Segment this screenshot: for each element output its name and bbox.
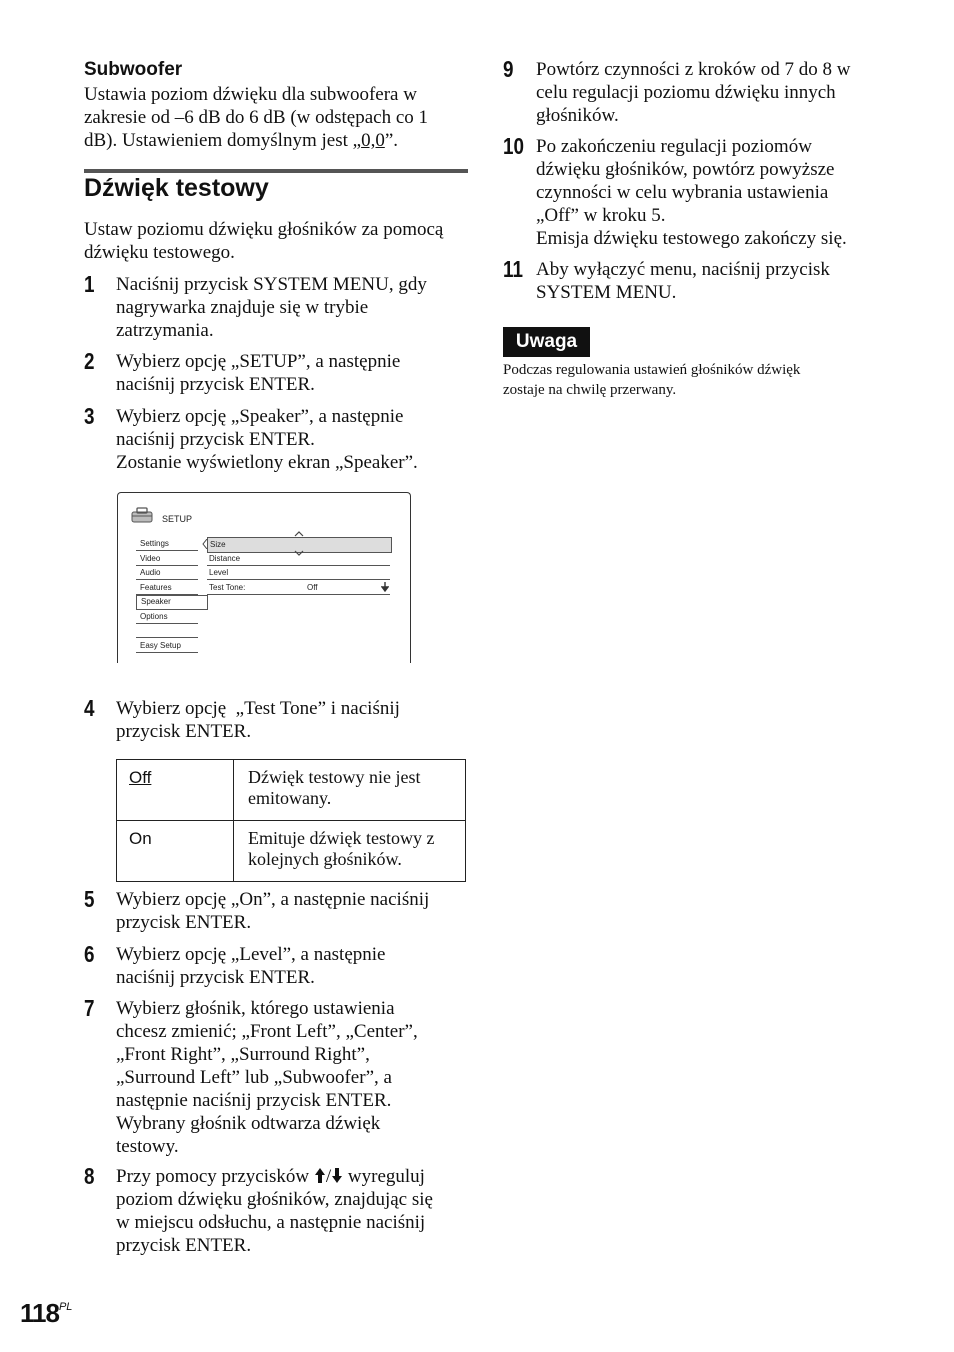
down-arrow-icon [331, 1167, 343, 1184]
submenu-size-selected[interactable]: Size [207, 537, 392, 553]
submenu-distance[interactable]: Distance [209, 554, 241, 563]
menu-easy-setup[interactable]: Easy Setup [140, 641, 181, 650]
section-intro: Ustaw poziomu dźwięku głośników za pomocą dźwięku testowego. [84, 219, 444, 263]
note-text: Podczas regulowania ustawień głośników dźwięk zostaje na chwilę przerwany. [503, 362, 801, 398]
up-arrow-icon [314, 1167, 326, 1184]
page-number: $118^{PL}$ [20, 1298, 73, 1328]
default-value: 0,0 [361, 130, 385, 151]
menu-features[interactable]: Features [140, 583, 172, 592]
menu-audio[interactable]: Audio [140, 568, 161, 577]
setup-screen [117, 492, 411, 663]
scroll-down-icon [294, 550, 304, 556]
menu-options[interactable]: Options [140, 612, 168, 621]
table-row: On Emituje dźwięk testowy z kolejnych głośników. [117, 821, 466, 882]
setup-toolbox-icon [131, 507, 153, 523]
menu-video[interactable]: Video [140, 554, 161, 563]
cursor-arrow-icon [202, 539, 208, 549]
screen-title: SETUP [162, 514, 193, 524]
menu-speaker-selected[interactable]: Speaker [136, 595, 208, 610]
table-row: Off Dźwięk testowy nie jest emitowany. [117, 760, 466, 821]
option-off-label: Off [129, 768, 152, 787]
submenu-level[interactable]: Level [209, 568, 229, 577]
option-on-label: On [129, 829, 152, 848]
scroll-up-icon [294, 531, 304, 537]
submenu-test-tone[interactable]: Test Tone: [209, 583, 246, 592]
test-tone-value: Off [307, 583, 318, 592]
subwoofer-description: Ustawia poziom dźwięku dla subwoofera w zakresie od –6 dB do 6 dB (w odstępach co 1 dB). Ustawieniem domyślnym jest „0,0”. [84, 84, 429, 151]
subwoofer-heading: Subwoofer [84, 59, 183, 80]
section-rule [84, 169, 468, 173]
down-arrow-icon [381, 582, 389, 592]
menu-settings[interactable]: Settings [140, 539, 169, 548]
test-tone-options-table [116, 759, 466, 882]
note-badge: Uwaga [503, 327, 590, 357]
section-title: Dźwięk testowy [84, 174, 269, 202]
page-lang: PL [58, 1301, 73, 1313]
